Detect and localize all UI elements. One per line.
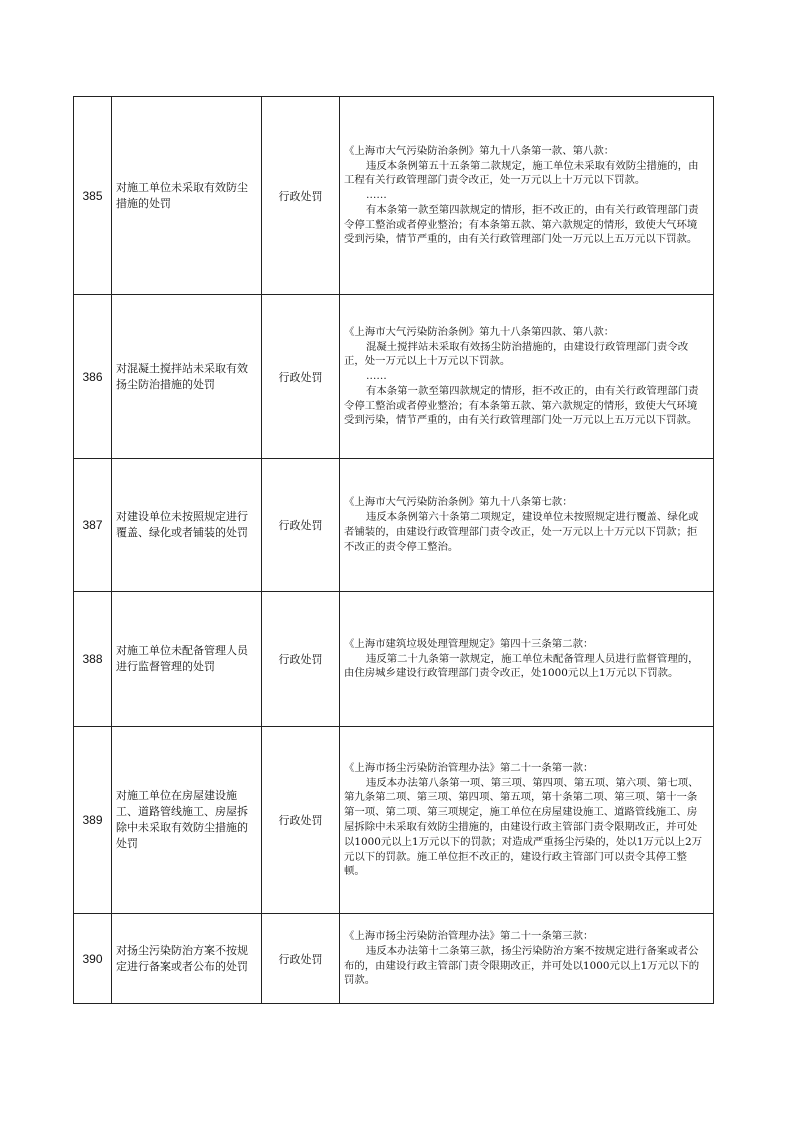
basis-paragraph: 违反本条例第五十五条第二款规定，施工单位未采取有效防尘措施的，由工程有关行政管理部门责令改正，处一万元以上十万元以下罚款。: [344, 159, 699, 187]
legal-basis: [340, 727, 714, 914]
penalty-type: 行政处罚: [262, 592, 340, 727]
table-row: [74, 459, 714, 592]
legal-basis: [340, 914, 714, 1004]
item-name: 对施工单位在房屋建设施工、道路管线施工、房屋拆除中未采取有效防尘措施的处罚: [112, 727, 262, 914]
penalty-table: [73, 96, 714, 1004]
penalty-type: 行政处罚: [262, 97, 340, 295]
table-row: [74, 295, 714, 459]
basis-paragraph: 有本条第一款至第四款规定的情形，拒不改正的，由有关行政管理部门责令停工整治或者停业整治；有本条第五款、第六款规定的情形，致使大气环境受到污染，情节严重的，由有关行政管理部门处一万元以上五万元以下罚款。: [344, 203, 699, 246]
basis-paragraph: 混凝土搅拌站未采取有效扬尘防治措施的，由建设行政管理部门责令改正，处一万元以上十万元以下罚款。: [344, 340, 689, 368]
basis-citation: 《上海市扬尘污染防治管理办法》第二十一条第一款：: [344, 761, 594, 774]
basis-ellipsis: ……: [366, 189, 387, 202]
basis-paragraph: 违反第二十九条第一款规定，施工单位未配备管理人员进行监督管理的，由住房城乡建设行政管理部门责令改正，处1000元以上1万元以下罚款。: [344, 652, 699, 680]
table-row: [74, 727, 714, 914]
basis-paragraph: 违反本条例第六十条第二项规定，建设单位未按照规定进行覆盖、绿化或者铺装的，由建设行政管理部门责令改正，处一万元以上十万元以下罚款；拒不改正的责令停工整治。: [344, 511, 699, 553]
penalty-type: 行政处罚: [262, 727, 340, 914]
item-name: 对建设单位未按照规定进行覆盖、绿化或者铺装的处罚: [112, 459, 262, 592]
basis-paragraph: 违反本办法第八条第一项、第三项、第四项、第五项、第六项、第七项、第九条第二项、第三项、第四项、第五项，第十条第二项、第三项、第十一条第一项、第二项、第三项规定，施工单位在房屋建设施工、道路管线施工、房屋拆除中未采取有效防尘措施的，由建设行政主管部门责令限期改正，并可处以1000元以上1万元以下的罚款；对造成严重扬尘污染的，处以1万元以上2万元以下的罚款。施工单位拒不改正的，建设行政主管部门可以责令其停工整顿。: [344, 776, 702, 878]
row-number: 388: [74, 592, 112, 727]
legal-basis: [340, 592, 714, 727]
row-number: 386: [74, 295, 112, 459]
legal-basis: [340, 97, 714, 295]
basis-ellipsis: ……: [366, 370, 387, 383]
penalty-type: 行政处罚: [262, 914, 340, 1004]
item-name: 对混凝土搅拌站未采取有效扬尘防治措施的处罚: [112, 295, 262, 459]
item-name: 对施工单位未采取有效防尘措施的处罚: [112, 97, 262, 295]
item-name: 对施工单位未配备管理人员进行监督管理的处罚: [112, 592, 262, 727]
basis-paragraph: 违反本办法第十二条第三款，扬尘污染防治方案不按规定进行备案或者公布的，由建设行政主管部门责令限期改正，并可处以1000元以上1万元以下的罚款。: [344, 944, 700, 987]
penalty-type: 行政处罚: [262, 295, 340, 459]
penalty-type: 行政处罚: [262, 459, 340, 592]
table-row: [74, 97, 714, 295]
row-number: 390: [74, 914, 112, 1004]
basis-citation: 《上海市建筑垃圾处理管理规定》第四十三条第二款：: [344, 637, 594, 650]
basis-citation: 《上海市扬尘污染防治管理办法》第二十一条第三款：: [344, 929, 594, 942]
row-number: 387: [74, 459, 112, 592]
basis-citation: 《上海市大气污染防治条例》第九十八条第七款：: [344, 496, 573, 509]
table-row: [74, 592, 714, 727]
basis-citation: 《上海市大气污染防治条例》第九十八条第四款、第八款：: [344, 325, 615, 338]
basis-paragraph: 有本条第一款至第四款规定的情形，拒不改正的，由有关行政管理部门责令停工整治或者停业整治；有本条第五款、第六款规定的情形，致使大气环境受到污染，情节严重的，由有关行政管理部门处一万元以上五万元以下罚款。: [344, 384, 699, 427]
item-name: 对扬尘污染防治方案不按规定进行备案或者公布的处罚: [112, 914, 262, 1004]
legal-basis: [340, 459, 714, 592]
row-number: 385: [74, 97, 112, 295]
basis-citation: 《上海市大气污染防治条例》第九十八条第一款、第八款：: [344, 144, 615, 157]
legal-basis: [340, 295, 714, 459]
table-row: [74, 914, 714, 1004]
row-number: 389: [74, 727, 112, 914]
